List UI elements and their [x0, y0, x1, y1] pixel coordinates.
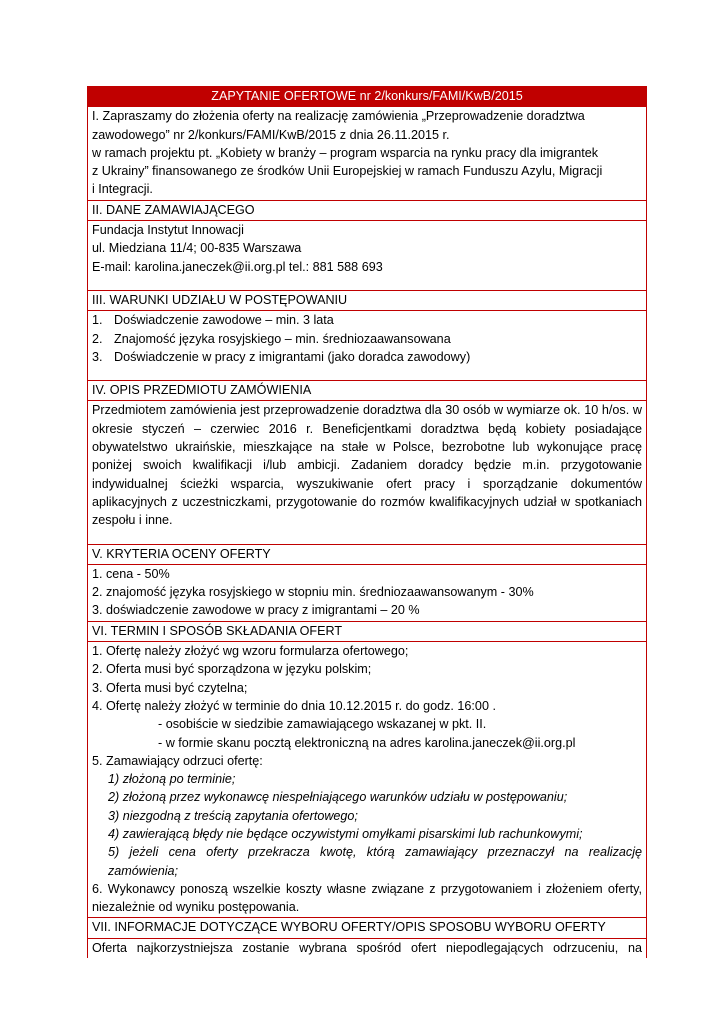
delivery-option: - w formie skanu pocztą elektroniczną na adres karolina.janeczek@ii.org.pl: [158, 735, 576, 750]
section-heading-5: V. KRYTERIA OCENY OFERTY: [88, 545, 646, 565]
document-title: ZAPYTANIE OFERTOWE nr 2/konkurs/FAMI/KwB/2015: [88, 86, 646, 107]
criteria-item: 2. znajomość języka rosyjskiego w stopniu min. średniozaawansowanym - 30%: [92, 585, 534, 600]
list-number: 1.: [92, 313, 103, 328]
term-item: 2. Oferta musi być sporządzona w języku polskim;: [92, 662, 372, 677]
section-heading-3: III. WARUNKI UDZIAŁU W POSTĘPOWANIU: [88, 291, 646, 311]
reject-reason-continued: zamówienia;: [108, 863, 178, 878]
criteria-item: 1. cena - 50%: [92, 566, 170, 581]
conditions-list: [88, 311, 646, 381]
term-item: 6. Wykonawcy ponoszą wszelkie koszty własne związane z przygotowaniem i złożeniem oferty, niezależnie od wyniku postępowania.: [92, 881, 642, 915]
term-item: 5. Zamawiający odrzuci ofertę:: [92, 753, 263, 768]
term-item: 3. Oferta musi być czytelna;: [92, 680, 248, 695]
list-item: [92, 311, 642, 329]
selection-info: Oferta najkorzystniejsza zostanie wybrana spośród ofert niepodlegających odrzuceniu, na: [92, 940, 642, 955]
intro-line: z Ukrainy” finansowanego ze środków Unii Europejskiej w ramach Funduszu Azylu, Migracji: [92, 164, 603, 179]
list-text: Znajomość języka rosyjskiego – min. średniozaawansowana: [114, 331, 451, 346]
email-phone: E-mail: karolina.janeczek@ii.org.pl tel.: 881 588 693: [92, 259, 383, 274]
contact-info: [88, 221, 646, 291]
submission-terms: [88, 642, 646, 918]
intro-line: zawodowego” nr 2/konkurs/FAMI/KwB/2015 z dnia 26.11.2015 r.: [92, 127, 450, 142]
delivery-option: - osobiście w siedzibie zamawiającego wskazanej w pkt. II.: [158, 717, 487, 732]
list-number: 2.: [92, 331, 103, 346]
address: ul. Miedziana 11/4; 00-835 Warszawa: [92, 241, 302, 256]
reject-reason: 5) jeżeli cena oferty przekracza kwotę, którą zamawiający przeznaczył na realizację: [108, 845, 642, 860]
list-text: Doświadczenie zawodowe – min. 3 lata: [114, 313, 334, 328]
reject-reason: 3) niezgodną z treścią zapytania ofertowego;: [108, 808, 358, 823]
list-text: Doświadczenie w pracy z imigrantami (jako doradca zawodowy): [114, 349, 471, 364]
section-heading-6: VI. TERMIN I SPOSÓB SKŁADANIA OFERT: [88, 622, 646, 642]
reject-reason: 2) złożoną przez wykonawcę niespełniającego warunków udziału w postępowaniu;: [108, 790, 568, 805]
term-item: 1. Ofertę należy złożyć wg wzoru formularza ofertowego;: [92, 644, 409, 659]
list-number: 3.: [92, 349, 103, 364]
list-item: [92, 348, 642, 366]
section-heading-4: IV. OPIS PRZEDMIOTU ZAMÓWIENIA: [88, 381, 646, 401]
organization-name: Fundacja Instytut Innowacji: [92, 223, 244, 238]
order-description: Przedmiotem zamówienia jest przeprowadzenie doradztwa dla 30 osób w wymiarze ok. 10 h/os. w okresie styczeń – czerwiec 2016 r. Beneficjentkami doradztwa będą kobiety posiadające obywatelstwo ukraińskie, mieszkające na stałe w Polsce, bezrobotne lub wykonujące pracę poniżej swoich kwalifikacji i/lub ambicji. Zadaniem doradcy będzie m.in. przygotowanie indywidualnej ścieżki wsparcia, wyszukiwanie ofert pracy i sporządzanie dokumentów aplikacyjnych z uczestniczkami, przygotowanie do rozmów kwalifikacyjnych udział w spotkaniach zespołu i inne.: [88, 401, 646, 544]
section-heading-2: II. DANE ZAMAWIAJĄCEGO: [88, 201, 646, 221]
list-item: [92, 330, 642, 348]
section-heading-7: VII. INFORMACJE DOTYCZĄCE WYBORU OFERTY/OPIS SPOSOBU WYBORU OFERTY: [88, 918, 646, 938]
criteria-list: [88, 565, 646, 622]
document-table: [87, 86, 647, 958]
intro-section: [88, 107, 646, 200]
intro-line: I. Zapraszamy do złożenia oferty na realizację zamówienia „Przeprowadzenie doradztwa: [92, 109, 585, 124]
term-item: 4. Ofertę należy złożyć w terminie do dnia 10.12.2015 r. do godz. 16:00 .: [92, 698, 496, 713]
criteria-item: 3. doświadczenie zawodowe w pracy z imigrantami – 20 %: [92, 603, 420, 618]
intro-line: w ramach projektu pt. „Kobiety w branży – program wsparcia na rynku pracy dla imigrantek: [92, 145, 599, 160]
reject-reason: 1) złożoną po terminie;: [108, 772, 236, 787]
intro-line: i Integracji.: [92, 182, 153, 197]
reject-reason: 4) zawierającą błędy nie będące oczywistymi omyłkami pisarskimi lub rachunkowymi;: [108, 826, 583, 841]
